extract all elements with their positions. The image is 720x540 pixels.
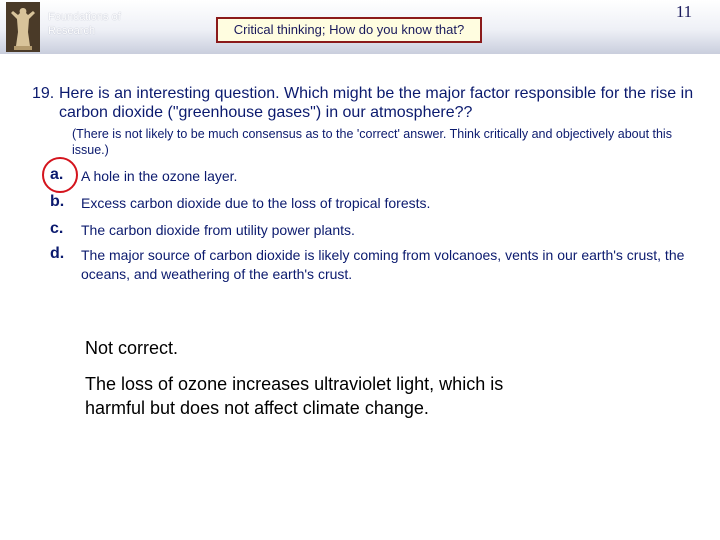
question <box>32 84 702 122</box>
feedback-verdict: Not correct. <box>85 338 179 358</box>
question-text: Here is an interesting question. Which might be the major factor responsible for the rise in carbon dioxide ("greenhouse gases") in our atmosphere?? <box>59 85 694 121</box>
topic-label: Critical thinking; How do you know that? <box>216 17 482 43</box>
choice-text: The major source of carbon dioxide is likely coming from volcanoes, vents in our earth's crust, the oceans, and weathering of the earth's crust. <box>81 247 685 282</box>
feedback-explanation: The loss of ozone increases ultraviolet light, which is harmful but does not affect climate change. <box>85 374 504 418</box>
question-number: 19. <box>32 85 55 102</box>
choice-text: Excess carbon dioxide due to the loss of tropical forests. <box>81 195 431 211</box>
choice-letter: a. <box>50 166 64 183</box>
statue-figure-icon <box>6 2 40 52</box>
slide-number: 11 <box>675 2 693 21</box>
course-title: Foundations of Research <box>48 11 121 37</box>
choice-text: The carbon dioxide from utility power plants. <box>81 222 355 238</box>
choice-letter: c. <box>50 220 64 237</box>
choice-letter: b. <box>50 193 65 210</box>
choice-letter: d. <box>50 245 65 262</box>
choice-text: A hole in the ozone layer. <box>81 168 238 184</box>
question-note: (There is not likely to be much consensus as to the 'correct' answer. Think critically and objectively about this issue.) <box>72 127 672 157</box>
